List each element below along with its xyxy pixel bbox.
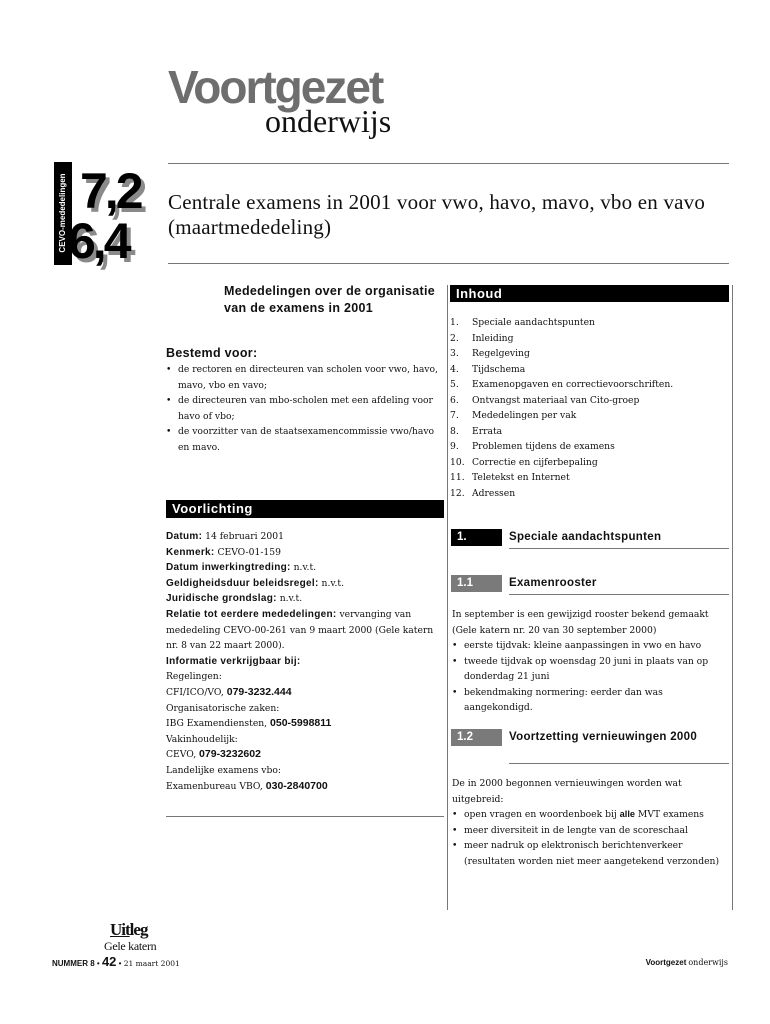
item-text: MVT examens [635, 809, 704, 820]
toc-title: Inleiding [472, 332, 514, 344]
ibg-name: IBG Examendiensten, [166, 718, 268, 730]
section-1-2-intro: De in 2000 begonnen vernieuwingen worden wat uitgebreid: [452, 778, 682, 805]
section-number-1: 7,2 [80, 163, 141, 219]
toc-num: 11. [450, 472, 465, 483]
vak-label: Vakinhoudelijk: [166, 733, 238, 745]
page-title: Centrale examens in 2001 voor vwo, havo, mavo, vbo en vavo (maartmededeling) [168, 190, 706, 239]
top-rule [168, 163, 729, 164]
separator: • [96, 959, 100, 968]
right-border [732, 285, 733, 910]
toc-num: 7. [450, 410, 459, 421]
subtitle: Mededelingen over de organisatie van de examens in 2001 [224, 284, 436, 315]
landelijk-label: Landelijke examens vbo: [166, 764, 281, 776]
section-1-number: 1. [451, 529, 502, 546]
ibg-phone: 050-5998811 [270, 717, 332, 730]
vbo-phone: 030-2840700 [265, 779, 328, 792]
toc-item [450, 470, 729, 486]
toc-title: Mededelingen per vak [472, 410, 577, 421]
list-item [452, 807, 730, 823]
toc-num: 9. [450, 441, 459, 452]
regelingen-label: Regelingen: [166, 671, 222, 683]
toc-num: 5. [450, 379, 459, 390]
toc-num: 3. [450, 348, 459, 359]
masthead-voortgezet: Voortgezet [168, 61, 383, 113]
toc-num: 6. [450, 394, 459, 406]
inwerking-value: n.v.t. [293, 562, 317, 574]
toc-num: 12. [450, 487, 465, 499]
info-label: Informatie verkrijgbaar bij: [166, 655, 301, 667]
cfi-phone: 079-3232.444 [226, 685, 292, 698]
section-1-1-number: 1.1 [451, 575, 502, 592]
toc-item [450, 486, 729, 502]
toc-title: Correctie en cijferbepaling [472, 456, 598, 468]
cevo-phone: 079-3232602 [199, 748, 261, 761]
section-1-1-intro: In september is een gewijzigd rooster bekend gemaakt (Gele katern nr. 20 van 30 september 2000) [452, 609, 709, 636]
column-divider [447, 285, 448, 910]
toc-item [450, 331, 729, 347]
section-1-2-body [452, 776, 730, 869]
page-number: 42 [101, 954, 117, 969]
list-item: • meer diversiteit in de lengte van de scoreschaal [452, 823, 730, 839]
vbo-name: Examenbureau VBO, [166, 780, 263, 792]
section-1-2-rule [509, 763, 729, 764]
footer-issue [52, 954, 180, 969]
toc-title: Tijdschema [472, 363, 526, 375]
masthead-onderwijs: onderwijs [265, 103, 392, 139]
relatie-value: vervanging van mededeling CEVO-00-261 van 9 maart 2000 (Gele katern nr. 8 van 22 maart 2000). [166, 608, 434, 652]
kenmerk-value: CEVO-01-159 [217, 546, 281, 558]
toc-item [450, 455, 729, 471]
title-rule [168, 263, 729, 264]
section-1-1-rule [509, 594, 729, 595]
issue-number: NUMMER 8 [52, 959, 95, 968]
bestemd-list [166, 362, 444, 455]
kenmerk-label: Kenmerk: [166, 546, 215, 558]
toc-title: Ontvangst materiaal van Cito-groep [472, 394, 640, 406]
toc-item [450, 377, 729, 393]
toc-title: Errata [472, 425, 503, 437]
inhoud-heading: Inhoud [450, 285, 729, 302]
uitleg-logo [110, 921, 147, 938]
bestemd-heading: Bestemd voor: [166, 346, 258, 360]
toc-num: 10. [450, 456, 465, 468]
list-item: • de voorzitter van de staatsexamencommissie vwo/havo en mavo. [166, 424, 444, 455]
logo-uit: Uit [110, 920, 130, 939]
footer-section [560, 958, 728, 967]
section-1-1-body [452, 607, 730, 716]
toc-title: Regelgeving [472, 348, 530, 359]
inwerking-label: Datum inwerkingtreding: [166, 562, 291, 574]
org-label: Organisatorische zaken: [166, 702, 280, 714]
list-item: • bekendmaking normering: eerder dan was aangekondigd. [452, 685, 730, 716]
section-1-2-title: Voortzetting vernieuwingen 2000 [509, 731, 698, 743]
section-1-title: Speciale aandachtspunten [509, 531, 662, 543]
juridisch-label: Juridische grondslag: [166, 593, 277, 605]
list-item: • de directeuren van mbo-scholen met een afdeling voor havo of vbo; [166, 393, 444, 424]
toc-item [450, 362, 729, 378]
toc-item [450, 424, 729, 440]
toc-item [450, 346, 729, 362]
toc-title: Problemen tijdens de examens [472, 441, 615, 452]
section-1-2-list [452, 807, 730, 869]
toc-title: Adressen [472, 487, 516, 499]
juridisch-value: n.v.t. [279, 593, 303, 605]
toc-num: 8. [450, 425, 459, 437]
datum-label: Datum: [166, 531, 203, 542]
list-item: • tweede tijdvak op woensdag 20 juni in plaats van op donderdag 21 juni [452, 654, 730, 685]
toc-num: 2. [450, 332, 459, 344]
toc-title: Speciale aandachtspunten [472, 317, 595, 328]
cfi-name: CFI/ICO/VO, [166, 686, 224, 698]
table-of-contents [450, 315, 729, 501]
separator: • [118, 959, 122, 968]
toc-item [450, 315, 729, 331]
section-number-2: 6,4 [68, 213, 129, 269]
footer-section-bold: Voortgezet [645, 958, 687, 967]
list-item: • de rectoren en directeuren van scholen voor vwo, havo, mavo, vbo en vavo; [166, 362, 444, 393]
logo-leg: leg [129, 920, 148, 939]
section-1-rule [509, 548, 729, 549]
toc-title: Teletekst en Internet [472, 472, 570, 483]
geldig-label: Geldigheidsduur beleidsregel: [166, 577, 319, 589]
footer-section-normal: onderwijs [688, 958, 728, 967]
toc-item [450, 439, 729, 455]
datum-value: 14 februari 2001 [205, 531, 284, 542]
toc-item [450, 408, 729, 424]
toc-num: 1. [450, 317, 459, 328]
list-item: • meer nadruk op elektronisch berichtenverkeer (resultaten worden niet meer aangetekend verzonden) [452, 838, 730, 869]
voorlichting-heading: Voorlichting [166, 500, 444, 518]
cevo-name: CEVO, [166, 749, 197, 761]
issue-date: 21 maart 2001 [123, 959, 180, 968]
gele-katern-logo: Gele katern [104, 939, 157, 953]
section-1-1-title: Examenrooster [509, 577, 597, 589]
section-1-2-number: 1.2 [451, 729, 502, 746]
geldig-value: n.v.t. [321, 577, 345, 589]
left-bottom-rule [166, 816, 444, 817]
section-1-1-list [452, 638, 730, 716]
item-text: open vragen en woordenboek bij [464, 809, 620, 820]
list-item: • eerste tijdvak: kleine aanpassingen in vwo en havo [452, 638, 730, 654]
badge-label: CEVO-mededelingen [58, 173, 67, 253]
toc-num: 4. [450, 363, 459, 375]
relatie-label: Relatie tot eerdere mededelingen: [166, 608, 337, 620]
item-emphasis: alle [619, 809, 635, 819]
toc-title: Examenopgaven en correctievoorschriften. [472, 379, 674, 390]
voorlichting-body [166, 529, 446, 794]
toc-item [450, 393, 729, 409]
